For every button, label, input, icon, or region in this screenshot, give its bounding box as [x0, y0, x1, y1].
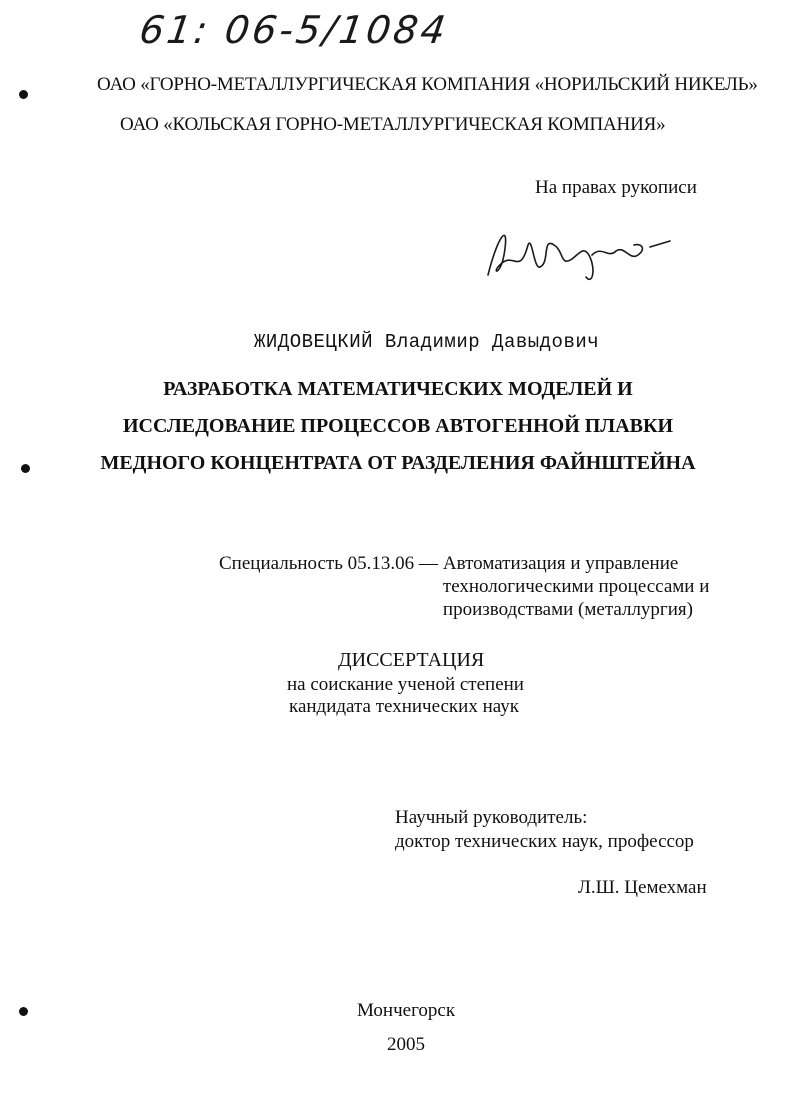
year: 2005 [387, 1034, 425, 1055]
supervisor-name: Л.Ш. Цемехман [578, 877, 707, 898]
specialty-line: технологическими процессами и [442, 576, 710, 597]
specialty-description [443, 552, 709, 621]
thesis-title [0, 371, 796, 482]
title-line: МЕДНОГО КОНЦЕНТРАТА ОТ РАЗДЕЛЕНИЯ ФАЙНШТЕЙНА [100, 452, 696, 474]
author-name: ЖИДОВЕЦКИЙ Владимир Давыдович [254, 331, 600, 353]
specialty-line: производствами (металлургия) [442, 599, 693, 620]
supervisor-degree: доктор технических наук, профессор [395, 831, 694, 852]
specialty-block [219, 552, 709, 621]
city: Мончегорск [357, 1000, 456, 1021]
specialty-label: Специальность 05.13.06 — [219, 553, 438, 574]
binder-hole-mark [19, 1007, 28, 1016]
handwritten-code: 61: 06-5/1084 [136, 8, 452, 52]
dissertation-heading: ДИССЕРТАЦИЯ [338, 649, 485, 671]
manuscript-rights: На правах рукописи [535, 177, 697, 198]
dissertation-line-2: кандидата технических наук [289, 696, 519, 717]
supervisor-label: Научный руководитель: [395, 807, 588, 828]
binder-hole-mark [19, 90, 28, 99]
signature-image [480, 215, 680, 295]
organization-line-2: ОАО «КОЛЬСКАЯ ГОРНО-МЕТАЛЛУРГИЧЕСКАЯ КОМПАНИЯ» [120, 114, 666, 135]
title-line: РАЗРАБОТКА МАТЕМАТИЧЕСКИХ МОДЕЛЕЙ И [163, 378, 633, 400]
dissertation-line-1: на соискание ученой степени [287, 674, 524, 695]
organization-line-1: ОАО «ГОРНО-МЕТАЛЛУРГИЧЕСКАЯ КОМПАНИЯ «НОРИЛЬСКИЙ НИКЕЛЬ» [97, 74, 758, 95]
specialty-line: Автоматизация и управление [442, 553, 679, 574]
title-line: ИССЛЕДОВАНИЕ ПРОЦЕССОВ АВТОГЕННОЙ ПЛАВКИ [122, 415, 674, 437]
